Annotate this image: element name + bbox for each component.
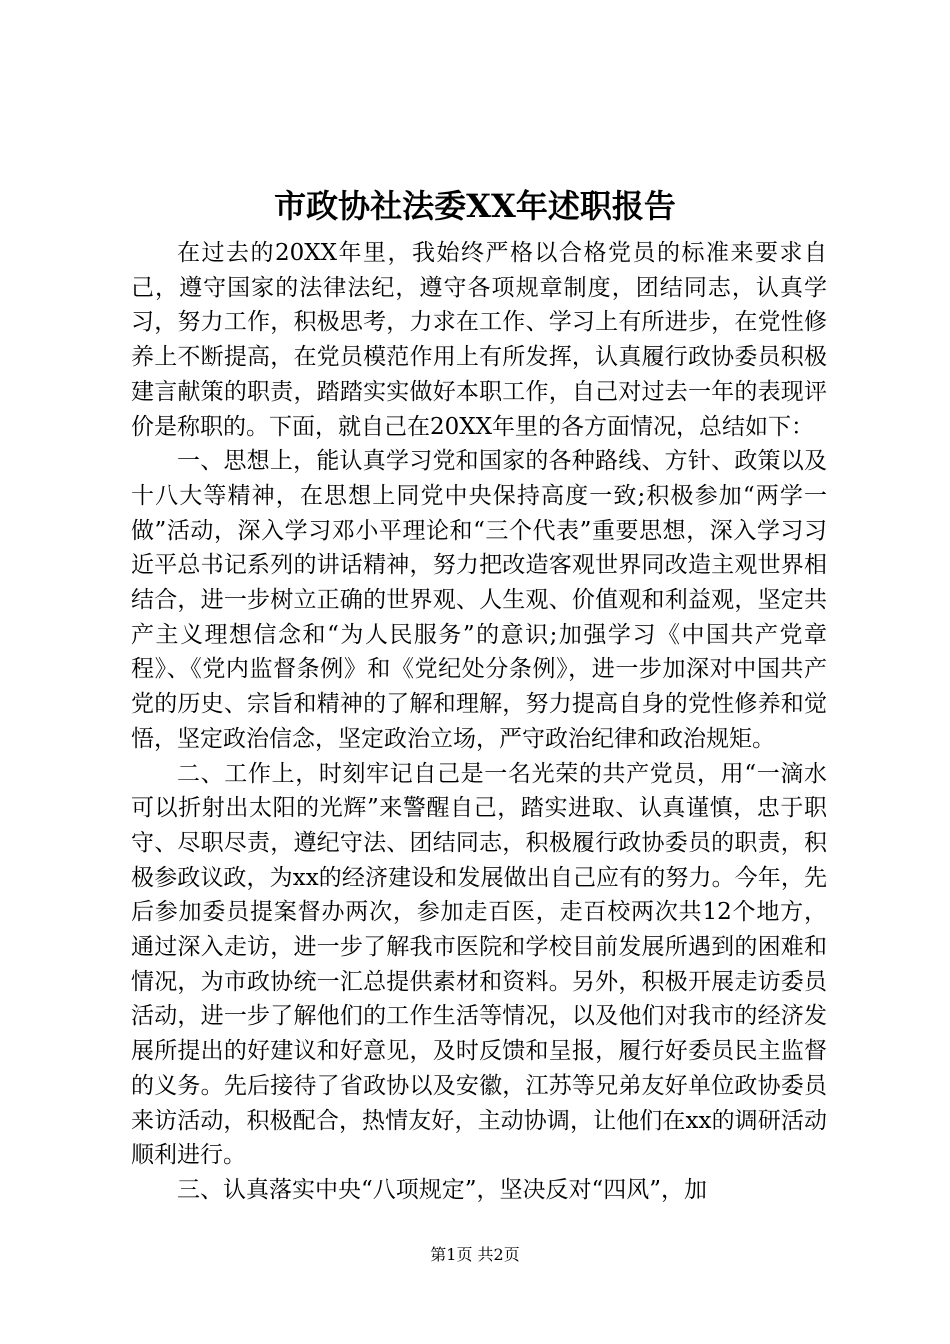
paragraph-section-1: 一、思想上，能认真学习党和国家的各种路线、方针、政策以及十八大等精神，在思想上同党中央保持高度一致;积极参加“两学一做”活动，深入学习邓小平理论和“三个代表”重要思想，深入学习习近平总书记系列的讲话精神，努力把改造客观世界同改造主观世界相结合，进一步树立正确的世界观、人生观、价值观和利益观，坚定共产主义理想信念和“为人民服务”的意识;加强学习《中国共产党章程》、《党内监督条例》和《党纪处分条例》，进一步加深对中国共产党的历史、宗旨和精神的了解和理解，努力提高自身的党性修养和觉悟，坚定政治信念，坚定政治立场，严守政治纪律和政治规矩。 <box>131 448 827 752</box>
document-title: 市政协社法委XX年述职报告 <box>274 187 676 225</box>
page-footer: 第1页 共2页 <box>430 1245 520 1264</box>
document-body <box>131 236 827 1208</box>
paragraph-section-2: 二、工作上，时刻牢记自己是一名光荣的共产党员，用“一滴水可以折射出太阳的光辉”来警醒自己，踏实进取、认真谨慎，忠于职守、尽职尽责，遵纪守法、团结同志，积极履行政协委员的职责，积极参政议政，为xx的经济建设和发展做出自己应有的努力。今年，先后参加委员提案督办两次，参加走百医，走百校两次共12个地方，通过深入走访，进一步了解我市医院和学校目前发展所遇到的困难和情况，为市政协统一汇总提供素材和资料。另外，积极开展走访委员活动，进一步了解他们的工作生活等情况，以及他们对我市的经济发展所提出的好建议和好意见，及时反馈和呈报，履行好委员民主监督的义务。先后接待了省政协以及安徽，江苏等兄弟友好单位政协委员来访活动，积极配合，热情友好，主动协调，让他们在xx的调研活动顺利进行。 <box>131 760 827 1169</box>
paragraph-section-3: 三、认真落实中央“八项规定”，坚决反对“四风”，加 <box>177 1176 708 1203</box>
paragraph-intro: 在过去的20XX年里，我始终严格以合格党员的标准来要求自己，遵守国家的法律法纪，遵守各项规章制度，团结同志，认真学习，努力工作，积极思考，力求在工作、学习上有所进步，在党性修养上不断提高，在党员模范作用上有所发挥，认真履行政协委员积极建言献策的职责，踏踏实实做好本职工作，自己对过去一年的表现评价是称职的。下面，就自己在20XX年里的各方面情况，总结如下： <box>131 240 827 440</box>
